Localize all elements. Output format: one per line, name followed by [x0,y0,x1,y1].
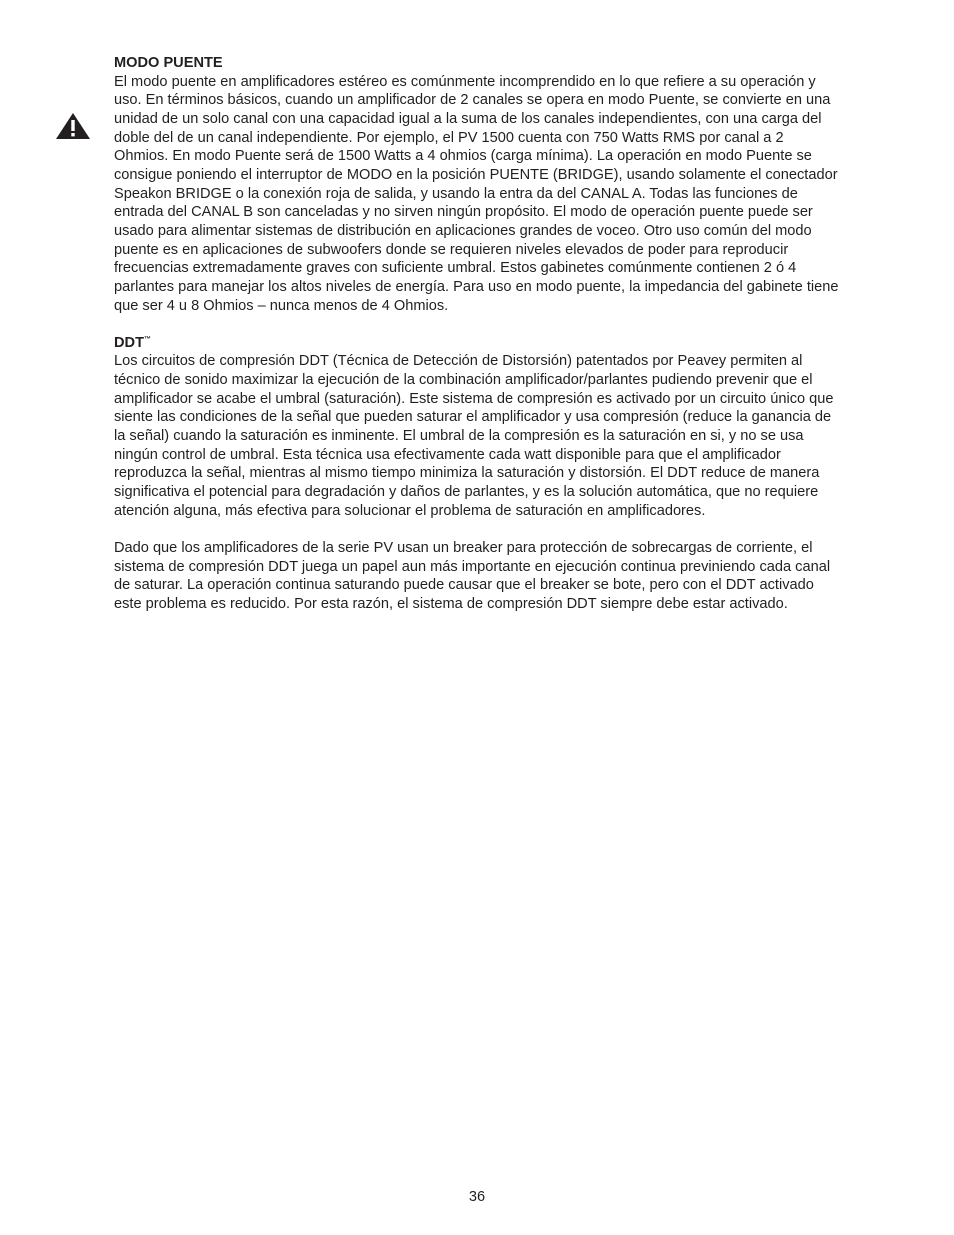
page-number: 36 [468,1189,486,1205]
ddt-heading-text: DDT [114,334,144,351]
spacer [114,315,904,334]
section-heading-modo-puente: MODO PUENTE [114,55,223,71]
warning-triangle-icon [55,112,91,140]
spacer [114,520,904,539]
document-body [114,54,904,614]
section-ddt [114,334,904,614]
paragraph-ddt-1: Los circuitos de compresión DDT (Técnica de Detección de Distorsión) patentados por Peavey permiten al técnico de sonido maximizar la ejecución de la combinación amplificador/parlantes pudiendo prevenir que el amplificador se acabe el umbral (saturación). Este sistema de compresión es activado por un circuito único que siente las condiciones de la señal que pueden saturar el amplificador y usa compresión (reduce la ganancia de la señal) cuando la saturación es inminente. El umbral de la compresión es la saturación en si, y no se usa ningún control de umbral. Esta técnica usa efectivamente cada watt disponible para que el amplificador reproduzca la señal, mientras al mismo tiempo minimiza la saturación y distorsión. El DDT reduce de manera significativa el potencial para degradación y daños de parlantes, y es la solución automática, que no requiere atención alguna, más efectiva para solucionar el problema de saturación en amplificadores. [114,353,834,519]
trademark-symbol: ™ [144,335,151,343]
section-modo-puente [114,54,904,315]
section-heading-ddt [114,334,904,353]
paragraph-ddt-2: Dado que los amplificadores de la serie PV usan un breaker para protección de sobrecargas de corriente, el sistema de compresión DDT juega un papel aun más importante en ejecución continua previniendo cada canal de saturar. La operación continua saturando puede causar que el breaker se bote, pero con el DDT activado este problema es reducido. Por esta razón, el sistema de compresión DDT siempre debe estar activado. [114,540,831,612]
paragraph-modo-puente: El modo puente en amplificadores estéreo es comúnmente incomprendido en lo que refiere a su operación y uso. En términos básicos, cuando un amplificador de 2 canales se opera en modo Puente, se convierte en una unidad de un solo canal con una capacidad igual a la suma de los canales independientes, con una carga del doble del de un canal independiente. Por ejemplo, el PV 1500 cuenta con 750 Watts RMS por canal a 2 Ohmios. En modo Puente será de 1500 Watts a 4 ohmios (carga mínima). La operación en modo Puente se consigue poniendo el interruptor de MODO en la posición PUENTE (BRIDGE), usando solamente el conectador Speakon BRIDGE o la conexión roja de salida, y usando la entra da del CANAL A. Todas las funciones de entrada del CANAL B son canceladas y no sirven ningún propósito. El modo de operación puente puede ser usado para alimentar sistemas de distribución en aplicaciones grandes de voceo. Otro uso común del modo puente es en aplicaciones de subwoofers donde se requieren niveles elevados de poder para reproducir frecuencias extremadamente graves con suficiente umbral. Estos gabinetes comúnmente contienen 2 ó 4 parlantes para manejar los altos niveles de energía. Para uso en modo puente, la impedancia del gabinete tiene que ser 4 u 8 Ohmios – nunca menos de 4 Ohmios. [114,73,839,314]
